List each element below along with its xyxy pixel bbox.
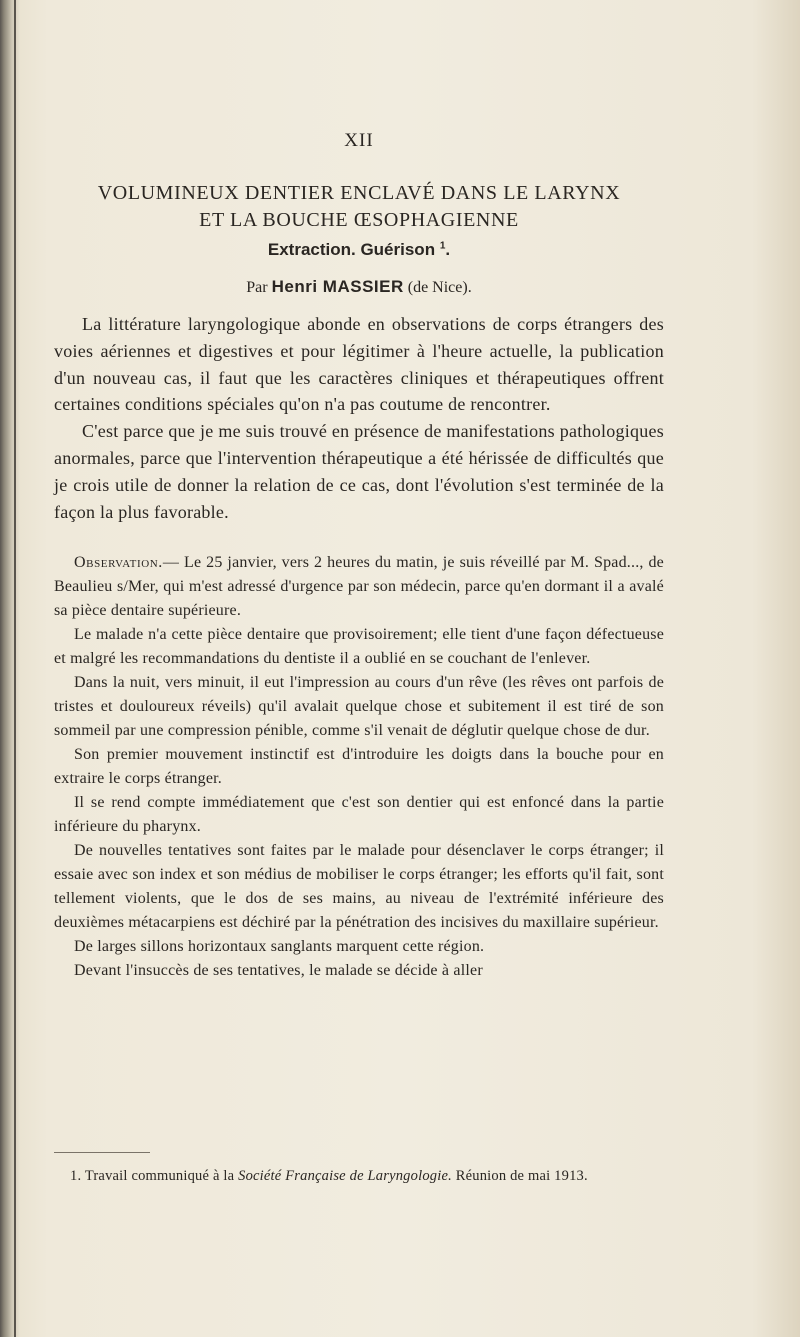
intro-paragraph: C'est parce que je me suis trouvé en présence de manifestations pathologiques anormales, parce que l'intervention thérapeutique a été hérissée de difficultés que je crois utile de donner la relation de ce cas, dont l'évolution s'est terminée de la façon la plus favorable. — [54, 421, 664, 522]
title-line-2: ET LA BOUCHE ŒSOPHAGIENNE — [199, 209, 519, 231]
page-binding-shadow — [0, 0, 20, 1337]
footnote-divider — [54, 1152, 150, 1153]
observation-paragraph: Son premier mouvement instinctif est d'introduire les doigts dans la bouche pour en extraire le corps étranger. — [54, 746, 664, 788]
footnote-text-before: Travail communiqué à la — [84, 1168, 235, 1184]
author-name: Henri MASSIER — [271, 277, 404, 296]
observation-label: Observation. — [74, 554, 163, 572]
title-line-1: VOLUMINEUX DENTIER ENCLAVÉ DANS LE LARYNX — [97, 182, 621, 204]
observation-paragraph: Il se rend compte immédiatement que c'est son dentier qui est enfoncé dans la partie inférieure du pharynx. — [54, 794, 664, 836]
chapter-number: XII — [344, 130, 374, 151]
footnote-marker: 1 — [439, 240, 446, 252]
observation-paragraph: De nouvelles tentatives sont faites par le malade pour désenclaver le corps étranger; il essaie avec son index et son médius de mobiliser le corps étranger; les efforts qu'il fait, sont tellement violents, que le dos de ses mains, au niveau de l'extrémité inférieure des deuxièmes métacarpiens est déchiré par la pénétration des incisives du maxillaire supérieur. — [54, 842, 664, 932]
observation-paragraph: De larges sillons horizontaux sanglants marquent cette région. — [74, 938, 485, 956]
byline — [54, 277, 664, 297]
author-affiliation: (de Nice). — [407, 279, 472, 296]
observation-paragraph: Devant l'insuccès de ses tentatives, le malade se décide à aller — [74, 962, 483, 980]
observation-first-text: — Le 25 janvier, vers 2 heures du matin, je suis réveillé par M. Spad..., de Beaulieu s/Mer, qui m'est adressé d'urgence par son médecin, parce qu'en dormant il a avalé sa pièce dentaire supérieure. — [54, 554, 664, 620]
subtitle-text: Extraction. Guérison — [267, 240, 436, 259]
footnote-text-after: Réunion de mai 1913. — [455, 1168, 588, 1184]
observation-paragraph: Le malade n'a cette pièce dentaire que provisoirement; elle tient d'une façon défectueuse et malgré les recommandations du dentiste il a oublié en se couchant de l'enlever. — [54, 626, 664, 668]
footnote-society: Société Française de Laryngologie. — [238, 1168, 452, 1184]
page-edge-line — [14, 0, 16, 1337]
article-title — [54, 180, 664, 234]
observation-section — [54, 551, 664, 983]
byline-prefix: Par — [246, 279, 268, 296]
footnote — [54, 1166, 664, 1186]
article-body — [54, 130, 664, 983]
intro-paragraph: La littérature laryngologique abonde en observations de corps étrangers des voies aériennes et digestives et pour légitimer à l'heure actuelle, la publication d'un nouveau cas, il faut que les caractères cliniques et thérapeutiques offrent certaines conditions spéciales qu'on n'a pas coutume de rencontrer. — [54, 314, 664, 415]
footnote-number: 1. — [70, 1168, 82, 1184]
observation-paragraph — [54, 551, 664, 623]
article-subtitle: Extraction. Guérison $^1$. — [267, 240, 451, 259]
observation-paragraph: Dans la nuit, vers minuit, il eut l'impression au cours d'un rêve (les rêves ont parfois de tristes et douloureux réveils) qu'il avalait quelque chose et subitement il est tiré de son sommeil par une compression pénible, comme s'il venait de déglutir quelque chose de dur. — [54, 674, 664, 740]
